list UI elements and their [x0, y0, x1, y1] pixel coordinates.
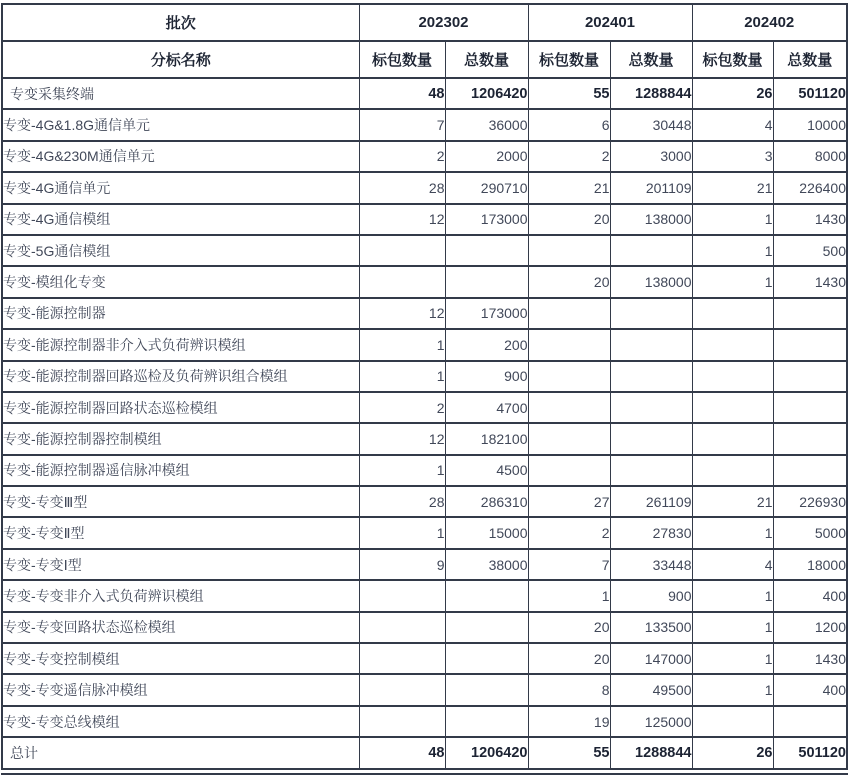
package-count-cell: 1: [359, 361, 445, 392]
table-body: [2, 78, 847, 769]
total-quantity-cell: [445, 235, 528, 266]
table-header: [2, 4, 847, 78]
total-quantity-cell: [773, 329, 847, 360]
package-count-cell: 2: [359, 392, 445, 423]
total-quantity-cell: [773, 361, 847, 392]
row-name-cell: 专变-4G通信模组: [2, 204, 359, 235]
total-quantity-cell: [610, 423, 692, 454]
total-quantity-cell: 1206420: [445, 737, 528, 768]
package-count-cell: 4: [692, 109, 773, 140]
batch-label-cell: 批次: [2, 4, 359, 41]
total-quantity-cell: [773, 706, 847, 737]
total-quantity-cell: 1288844: [610, 737, 692, 768]
row-name-cell: 专变-能源控制器控制模组: [2, 423, 359, 454]
total-quantity-cell: [610, 361, 692, 392]
row-name-cell: 专变-4G&230M通信单元: [2, 141, 359, 172]
total-quantity-cell: 900: [445, 361, 528, 392]
package-count-header: 标包数量: [692, 41, 773, 78]
row-name-cell: 专变-4G&1.8G通信单元: [2, 109, 359, 140]
package-count-cell: 20: [528, 643, 610, 674]
table-row: [2, 643, 847, 674]
total-quantity-cell: 900: [610, 580, 692, 611]
package-count-cell: 1: [692, 204, 773, 235]
table-row: [2, 266, 847, 297]
total-quantity-cell: 4500: [445, 455, 528, 486]
package-count-cell: 4: [692, 549, 773, 580]
package-count-cell: 2: [528, 141, 610, 172]
package-count-cell: 2: [528, 517, 610, 548]
total-quantity-cell: [445, 643, 528, 674]
table-row: [2, 329, 847, 360]
total-quantity-cell: [773, 423, 847, 454]
row-name-cell: 专变-能源控制器回路状态巡检模组: [2, 392, 359, 423]
total-quantity-cell: 33448: [610, 549, 692, 580]
table-row: [2, 423, 847, 454]
package-count-cell: 8: [528, 674, 610, 705]
total-quantity-cell: 1430: [773, 643, 847, 674]
total-quantity-cell: 501120: [773, 78, 847, 109]
total-quantity-cell: [445, 580, 528, 611]
total-quantity-cell: 501120: [773, 737, 847, 768]
package-count-cell: [692, 392, 773, 423]
table-row: [2, 172, 847, 203]
batch-header: 202302: [359, 4, 528, 41]
total-quantity-cell: 286310: [445, 486, 528, 517]
name-label-cell: 分标名称: [2, 41, 359, 78]
table-row: [2, 361, 847, 392]
table-row: [2, 141, 847, 172]
total-quantity-cell: [773, 392, 847, 423]
table-row: [2, 204, 847, 235]
package-count-cell: [528, 329, 610, 360]
package-count-cell: [528, 455, 610, 486]
row-name-cell: 专变-专变回路状态巡检模组: [2, 612, 359, 643]
total-quantity-cell: 8000: [773, 141, 847, 172]
table-row: [2, 737, 847, 768]
package-count-cell: 19: [528, 706, 610, 737]
total-quantity-cell: 173000: [445, 298, 528, 329]
total-quantity-header: 总数量: [445, 41, 528, 78]
header-row-batch: [2, 4, 847, 41]
package-count-cell: 1: [692, 266, 773, 297]
total-quantity-cell: 201109: [610, 172, 692, 203]
row-name-cell: 专变-专变总线模组: [2, 706, 359, 737]
package-count-cell: [528, 392, 610, 423]
total-quantity-cell: 290710: [445, 172, 528, 203]
row-name-cell: 专变-专变Ⅲ型: [2, 486, 359, 517]
package-count-cell: 1: [692, 580, 773, 611]
total-quantity-header: 总数量: [773, 41, 847, 78]
package-count-cell: 48: [359, 737, 445, 768]
row-name-cell: 专变-能源控制器回路巡检及负荷辨识组合模组: [2, 361, 359, 392]
total-quantity-cell: 2000: [445, 141, 528, 172]
table-row: [2, 486, 847, 517]
package-count-cell: [528, 361, 610, 392]
table-row: [2, 392, 847, 423]
package-count-cell: [692, 706, 773, 737]
total-quantity-cell: 182100: [445, 423, 528, 454]
total-quantity-cell: 38000: [445, 549, 528, 580]
package-count-cell: 12: [359, 423, 445, 454]
package-count-cell: 1: [528, 580, 610, 611]
package-count-cell: 26: [692, 737, 773, 768]
row-name-cell: 专变-专变控制模组: [2, 643, 359, 674]
total-quantity-cell: 226400: [773, 172, 847, 203]
batch-header: 202402: [692, 4, 847, 41]
package-count-cell: 20: [528, 204, 610, 235]
package-count-cell: 55: [528, 737, 610, 768]
row-name-cell: 总计: [2, 737, 359, 768]
total-quantity-cell: [773, 455, 847, 486]
package-count-cell: [528, 423, 610, 454]
package-count-cell: 48: [359, 78, 445, 109]
package-count-cell: [528, 235, 610, 266]
table-row: [2, 674, 847, 705]
table-row: [2, 706, 847, 737]
package-count-cell: [528, 298, 610, 329]
package-count-cell: 1: [359, 329, 445, 360]
total-quantity-cell: 1430: [773, 204, 847, 235]
table-row: [2, 612, 847, 643]
package-count-header: 标包数量: [359, 41, 445, 78]
package-count-cell: [359, 674, 445, 705]
row-name-cell: 专变-5G通信模组: [2, 235, 359, 266]
total-quantity-cell: [610, 455, 692, 486]
package-count-cell: [359, 643, 445, 674]
package-count-cell: [359, 706, 445, 737]
package-count-cell: [692, 423, 773, 454]
table-row: [2, 580, 847, 611]
total-quantity-cell: 125000: [610, 706, 692, 737]
package-count-cell: 1: [692, 235, 773, 266]
row-name-cell: 专变-能源控制器非介入式负荷辨识模组: [2, 329, 359, 360]
total-quantity-cell: 147000: [610, 643, 692, 674]
row-name-cell: 专变-4G通信单元: [2, 172, 359, 203]
package-count-cell: 1: [359, 455, 445, 486]
package-count-cell: 21: [528, 172, 610, 203]
total-quantity-cell: 4700: [445, 392, 528, 423]
total-quantity-cell: 173000: [445, 204, 528, 235]
row-name-cell: 专变-模组化专变: [2, 266, 359, 297]
total-quantity-cell: 400: [773, 580, 847, 611]
package-count-cell: 28: [359, 172, 445, 203]
total-quantity-cell: 261109: [610, 486, 692, 517]
total-quantity-cell: 138000: [610, 204, 692, 235]
package-count-cell: [359, 235, 445, 266]
package-count-cell: [692, 298, 773, 329]
total-quantity-cell: 36000: [445, 109, 528, 140]
total-quantity-cell: [445, 706, 528, 737]
package-count-cell: 2: [359, 141, 445, 172]
package-count-cell: 21: [692, 172, 773, 203]
package-count-cell: [359, 580, 445, 611]
package-count-cell: 3: [692, 141, 773, 172]
package-count-cell: 1: [692, 674, 773, 705]
row-name-cell: 专变-专变遥信脉冲模组: [2, 674, 359, 705]
package-count-cell: 1: [692, 612, 773, 643]
total-quantity-cell: [610, 329, 692, 360]
package-count-cell: [692, 329, 773, 360]
total-quantity-cell: 200: [445, 329, 528, 360]
package-count-cell: 21: [692, 486, 773, 517]
procurement-summary-table: [1, 3, 848, 770]
package-count-header: 标包数量: [528, 41, 610, 78]
package-count-cell: [359, 612, 445, 643]
package-count-cell: 9: [359, 549, 445, 580]
total-quantity-cell: 30448: [610, 109, 692, 140]
package-count-cell: 55: [528, 78, 610, 109]
row-name-cell: 专变采集终端: [2, 78, 359, 109]
total-quantity-cell: 27830: [610, 517, 692, 548]
row-name-cell: 专变-专变非介入式负荷辨识模组: [2, 580, 359, 611]
package-count-cell: 1: [692, 517, 773, 548]
package-count-cell: [692, 361, 773, 392]
total-quantity-cell: 10000: [773, 109, 847, 140]
package-count-cell: 1: [692, 643, 773, 674]
total-quantity-cell: 18000: [773, 549, 847, 580]
table-row: [2, 109, 847, 140]
table-row: [2, 78, 847, 109]
total-quantity-cell: [445, 674, 528, 705]
total-quantity-cell: 1430: [773, 266, 847, 297]
total-quantity-cell: 1206420: [445, 78, 528, 109]
total-quantity-cell: [445, 266, 528, 297]
package-count-cell: 27: [528, 486, 610, 517]
total-quantity-cell: [610, 235, 692, 266]
total-quantity-header: 总数量: [610, 41, 692, 78]
row-name-cell: 专变-专变Ⅰ型: [2, 549, 359, 580]
package-count-cell: 20: [528, 266, 610, 297]
package-count-cell: 28: [359, 486, 445, 517]
package-count-cell: [359, 266, 445, 297]
row-name-cell: 专变-能源控制器: [2, 298, 359, 329]
package-count-cell: 12: [359, 298, 445, 329]
package-count-cell: 20: [528, 612, 610, 643]
total-quantity-cell: 49500: [610, 674, 692, 705]
total-quantity-cell: 3000: [610, 141, 692, 172]
total-quantity-cell: 15000: [445, 517, 528, 548]
total-quantity-cell: 400: [773, 674, 847, 705]
total-quantity-cell: 500: [773, 235, 847, 266]
total-quantity-cell: [610, 298, 692, 329]
row-name-cell: 专变-专变Ⅱ型: [2, 517, 359, 548]
table-row: [2, 235, 847, 266]
total-quantity-cell: 1288844: [610, 78, 692, 109]
total-quantity-cell: [445, 612, 528, 643]
package-count-cell: 12: [359, 204, 445, 235]
total-quantity-cell: 226930: [773, 486, 847, 517]
package-count-cell: 26: [692, 78, 773, 109]
total-quantity-cell: 1200: [773, 612, 847, 643]
batch-header: 202401: [528, 4, 692, 41]
header-row-columns: [2, 41, 847, 78]
total-quantity-cell: [610, 392, 692, 423]
package-count-cell: [692, 455, 773, 486]
total-quantity-cell: [773, 298, 847, 329]
package-count-cell: 7: [359, 109, 445, 140]
package-count-cell: 6: [528, 109, 610, 140]
table-row: [2, 455, 847, 486]
package-count-cell: 1: [359, 517, 445, 548]
total-quantity-cell: 5000: [773, 517, 847, 548]
package-count-cell: 7: [528, 549, 610, 580]
bottom-double-rule: [1, 773, 848, 775]
row-name-cell: 专变-能源控制器遥信脉冲模组: [2, 455, 359, 486]
total-quantity-cell: 138000: [610, 266, 692, 297]
table-row: [2, 298, 847, 329]
table-row: [2, 549, 847, 580]
total-quantity-cell: 133500: [610, 612, 692, 643]
table-row: [2, 517, 847, 548]
